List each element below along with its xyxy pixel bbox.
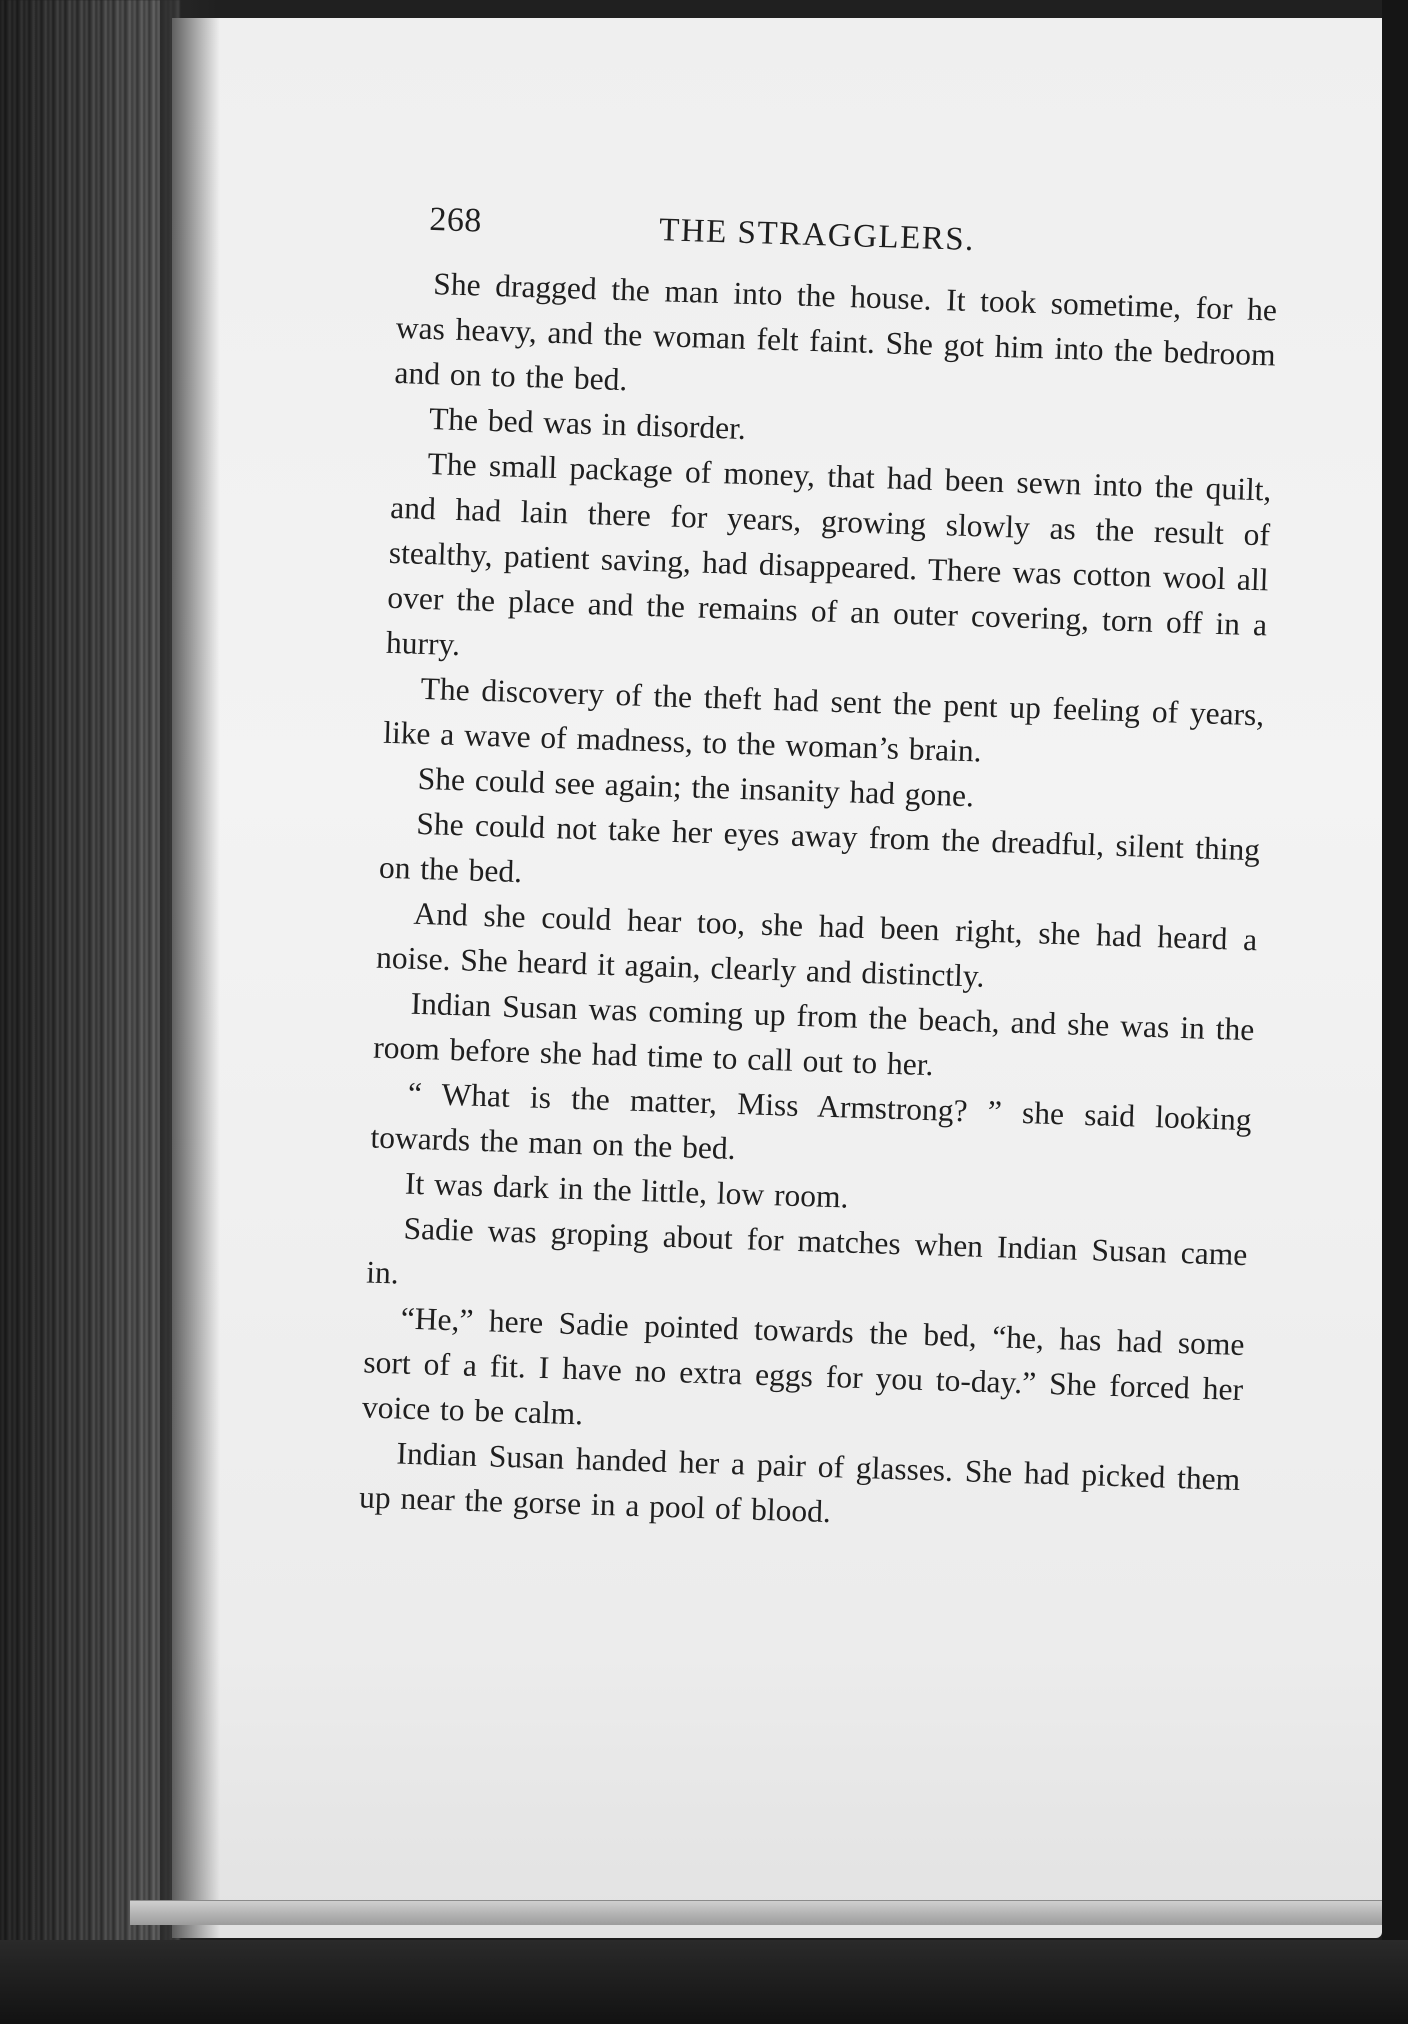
- paragraph: She dragged the man into the house. It took sometime, for he was heavy, and the woman felt faint. She got him into the bedroom and on to the bed.: [394, 266, 1278, 398]
- page-bottom-edge: [130, 1900, 1390, 1925]
- paragraph: She could see again; the insanity had gone.: [417, 760, 975, 814]
- scan-background-right: [1382, 0, 1408, 2024]
- paragraph: The discovery of the theft had sent the pent up feeling of years, like a wave of madness, to the woman’s brain.: [382, 670, 1265, 769]
- gutter-shadow: [160, 0, 220, 1960]
- paragraph: The bed was in disorder.: [428, 401, 747, 446]
- page-number: 268: [428, 200, 483, 240]
- paragraph: It was dark in the little, low room.: [404, 1165, 849, 1215]
- paragraph: And she could hear too, she had been right, she had heard a noise. She heard it again, clearly and distinctly.: [375, 895, 1258, 994]
- page-text-block: [359, 200, 1280, 1547]
- book-page-edges: [0, 0, 180, 1960]
- paragraph: “He,” here Sadie pointed towards the bed, “he, has had some sort of a fit. I have no extra eggs for you to-day.” She forced her voice to be calm.: [361, 1300, 1246, 1432]
- paragraph: She could not take her eyes away from the dreadful, silent thing on the bed.: [378, 805, 1261, 890]
- scan-background-bottom: [0, 1940, 1408, 2024]
- paragraph: Indian Susan handed her a pair of glasses. She had picked them up near the gorse in a pool of blood.: [358, 1435, 1241, 1530]
- book-title: THE STRAGGLERS.: [658, 212, 976, 259]
- paragraph: “ What is the matter, Miss Armstrong? ” she said looking towards the man on the bed.: [370, 1075, 1253, 1166]
- scan-background-top: [150, 0, 1408, 18]
- paragraph: Indian Susan was coming up from the beach, and she was in the room before she had time to call out to her.: [372, 985, 1255, 1083]
- paragraph: Sadie was groping about for matches when Indian Susan came in.: [365, 1210, 1248, 1291]
- paragraph: The small package of money, that had been sewn into the quilt, and had lain there for years, growing slowly as the result of stealthy, patient saving, had disappeared. There was cotton wool all over the place and the remains of an outer covering, torn off in a hurry.: [385, 446, 1272, 663]
